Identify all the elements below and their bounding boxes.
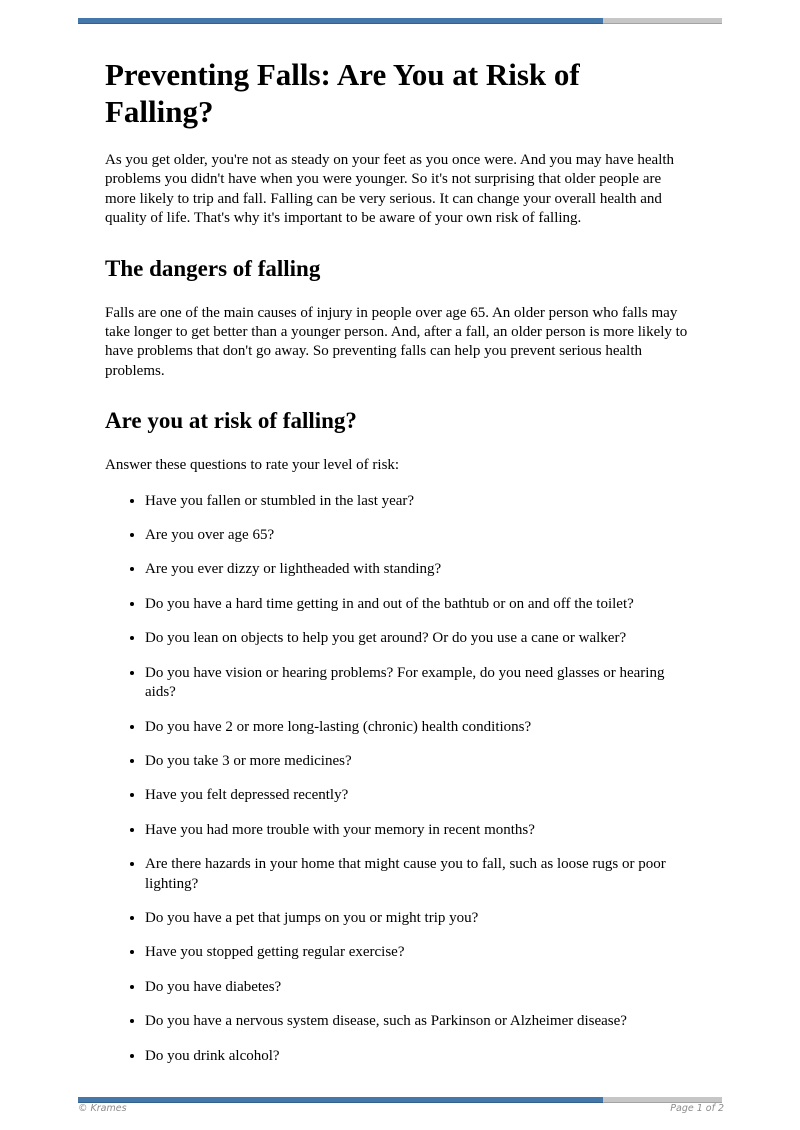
risk-question: • Do you have a hard time getting in and out of the bathtub or on and off the toilet? <box>145 595 695 614</box>
risk-question-list <box>105 492 695 1066</box>
page-title: Preventing Falls: Are You at Risk of Falling? <box>105 57 580 129</box>
risk-question: • Do you lean on objects to help you get around? Or do you use a cane or walker? <box>145 629 695 648</box>
footer-accent-bar <box>78 1097 722 1102</box>
risk-question: • Are you over age 65? <box>145 526 695 545</box>
footer <box>78 1103 724 1114</box>
document-body <box>105 0 695 1081</box>
risk-question: • Do you have a nervous system disease, such as Parkinson or Alzheimer disease? <box>145 1012 695 1031</box>
risk-question: • Do you drink alcohol? <box>145 1047 695 1066</box>
footer-page-number: Page 1 of 2 <box>670 1103 724 1114</box>
section-heading-risk: Are you at risk of falling? <box>105 408 357 434</box>
risk-question: • Do you have 2 or more long-lasting (chronic) health conditions? <box>145 718 695 737</box>
risk-question: • Are there hazards in your home that might cause you to fall, such as loose rugs or poor lighting? <box>145 855 695 894</box>
risk-question: • Have you fallen or stumbled in the last year? <box>145 492 695 511</box>
risk-question: • Are you ever dizzy or lightheaded with standing? <box>145 560 695 579</box>
dangers-paragraph: Falls are one of the main causes of injury in people over age 65. An older person who falls may take longer to get better than a younger person. And, after a fall, an older person is more likely to have problems that don't go away. So preventing falls can help you prevent serious health problems. <box>105 304 688 379</box>
risk-question: • Have you stopped getting regular exercise? <box>145 943 695 962</box>
risk-question: • Do you have vision or hearing problems? For example, do you need glasses or hearing aids? <box>145 664 695 703</box>
risk-question: • Have you had more trouble with your memory in recent months? <box>145 821 695 840</box>
section-heading-dangers: The dangers of falling <box>105 255 321 281</box>
risk-question: • Do you have a pet that jumps on you or might trip you? <box>145 909 695 928</box>
risk-question: • Do you take 3 or more medicines? <box>145 752 695 771</box>
footer-copyright: © Krames <box>78 1103 127 1114</box>
risk-question: • Have you felt depressed recently? <box>145 786 695 805</box>
risk-question: • Do you have diabetes? <box>145 978 695 997</box>
risk-intro-paragraph: Answer these questions to rate your level of risk: <box>105 457 400 474</box>
intro-paragraph: As you get older, you're not as steady on your feet as you once were. And you may have health problems you didn't have when you were younger. So it's not surprising that older people are more likely to trip and fall. Falling can be very serious. It can change your overall health and quality of life. That's why it's important to be aware of your own risk of falling. <box>105 152 675 227</box>
